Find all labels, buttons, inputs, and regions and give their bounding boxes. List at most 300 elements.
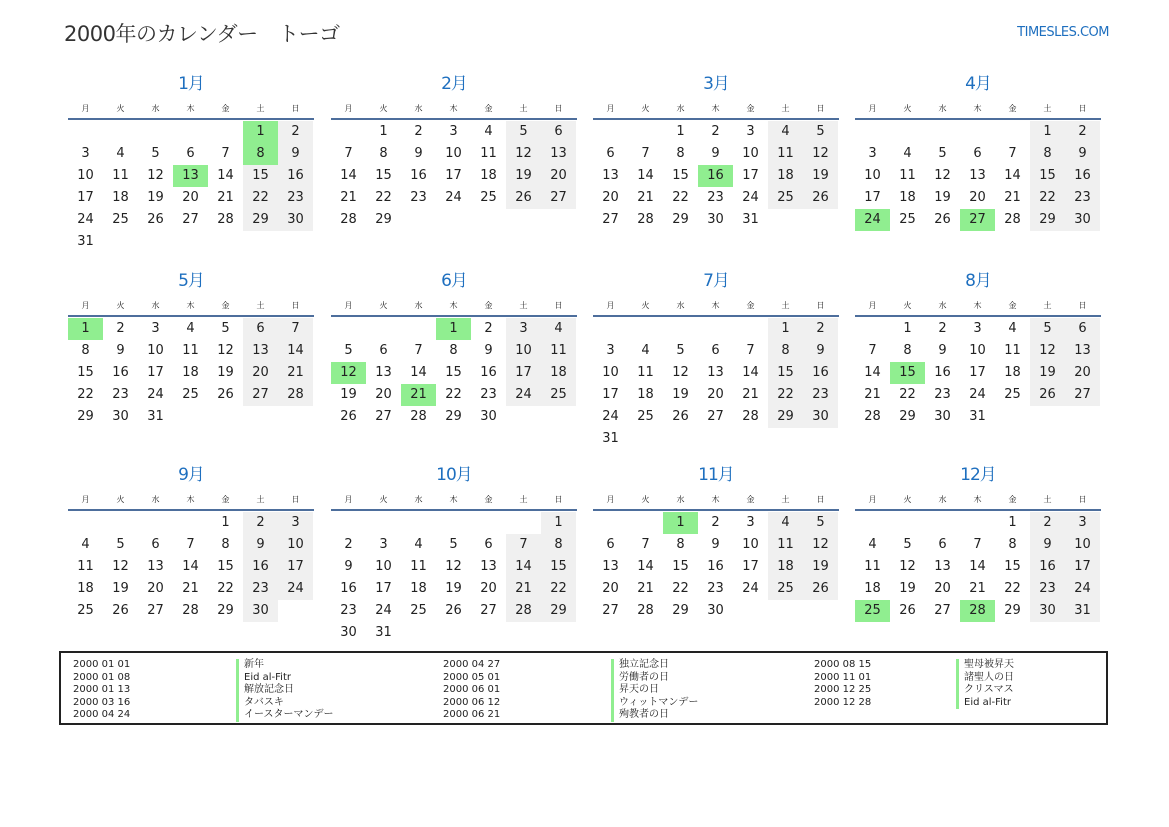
day-cell: 22 [899, 387, 916, 402]
month-name: 7月 [703, 271, 729, 291]
weekday-label: 日 [291, 104, 300, 113]
day-cell: 15 [445, 365, 462, 380]
day-cell: 26 [672, 409, 689, 424]
weekday-header [68, 99, 314, 120]
legend-holiday-label: クリスマス [956, 684, 1014, 697]
holiday-day-cell: 24 [855, 209, 890, 231]
day-cell: 23 [278, 187, 313, 209]
weekday-label: 月 [606, 104, 615, 113]
day-cell: 18 [410, 581, 427, 596]
weekday-label: 土 [1043, 104, 1052, 113]
day-cell: 23 [243, 578, 278, 600]
day-cell: 29 [77, 409, 94, 424]
day-empty [733, 318, 768, 340]
weekday-label: 木 [186, 301, 195, 310]
weekday-label: 水 [938, 495, 947, 504]
weekday-header [331, 490, 577, 511]
day-cell: 17 [742, 168, 759, 183]
legend-holiday-name [236, 709, 334, 722]
day-cell: 27 [1065, 384, 1100, 406]
weekday-label: 土 [781, 301, 790, 310]
day-empty [331, 512, 366, 534]
day-cell: 23 [1030, 578, 1065, 600]
day-cell: 25 [899, 212, 916, 227]
day-cell: 26 [217, 387, 234, 402]
holiday-legend [59, 651, 1108, 725]
day-cell: 25 [637, 409, 654, 424]
day-cell: 13 [243, 340, 278, 362]
day-cell: 4 [414, 537, 423, 552]
day-cell: 8 [449, 343, 458, 358]
day-cell: 24 [506, 384, 541, 406]
day-empty [331, 121, 366, 143]
weekday-label: 金 [221, 495, 230, 504]
day-cell: 3 [506, 318, 541, 340]
legend-date: 2000 04 24 [73, 709, 131, 720]
day-cell: 31 [77, 234, 94, 249]
weekday-label: 月 [606, 301, 615, 310]
day-cell: 15 [672, 168, 689, 183]
day-cell: 17 [278, 556, 313, 578]
day-cell: 20 [147, 581, 164, 596]
month-name: 6月 [441, 271, 467, 291]
day-cell: 14 [1004, 168, 1021, 183]
legend-holiday-label: 解放記念日 [236, 684, 294, 697]
day-cell: 27 [147, 603, 164, 618]
month-name: 12月 [960, 465, 996, 485]
day-cell: 11 [410, 559, 427, 574]
legend-holiday-label: 労働者の日 [611, 672, 669, 685]
day-cell: 2 [711, 124, 720, 139]
day-empty [698, 318, 733, 340]
day-cell: 30 [803, 406, 838, 428]
day-cell: 21 [864, 387, 881, 402]
day-cell: 21 [217, 190, 234, 205]
day-cell: 5 [221, 321, 230, 336]
day-cell: 19 [217, 365, 234, 380]
day-cell: 31 [969, 409, 986, 424]
day-cell: 22 [445, 387, 462, 402]
day-cell: 3 [746, 515, 755, 530]
weekday-label: 水 [414, 301, 423, 310]
day-cell: 19 [112, 581, 129, 596]
weekday-label: 木 [449, 104, 458, 113]
day-cell: 12 [1030, 340, 1065, 362]
day-cell: 5 [151, 146, 160, 161]
weekday-label: 水 [938, 104, 947, 113]
legend-holiday-name [611, 697, 698, 710]
day-cell: 28 [278, 384, 313, 406]
day-cell: 26 [445, 603, 462, 618]
legend-holiday-label: Eid al-Fitr [236, 672, 291, 685]
weekday-label: 金 [221, 104, 230, 113]
day-cell: 16 [934, 365, 951, 380]
day-empty [593, 121, 628, 143]
day-cell: 16 [243, 556, 278, 578]
day-cell: 28 [410, 409, 427, 424]
legend-date: 2000 08 15 [814, 659, 872, 670]
legend-date: 2000 01 01 [73, 659, 131, 670]
day-empty [401, 318, 436, 340]
weekday-label: 金 [746, 495, 755, 504]
day-cell: 29 [1004, 603, 1021, 618]
weekday-label: 火 [379, 104, 388, 113]
month-name: 4月 [965, 74, 991, 94]
day-cell: 2 [803, 318, 838, 340]
day-cell: 12 [672, 365, 689, 380]
day-cell: 29 [899, 409, 916, 424]
legend-holiday-name [956, 659, 1014, 672]
day-cell: 23 [1065, 187, 1100, 209]
day-cell: 23 [707, 581, 724, 596]
weekday-label: 日 [554, 301, 563, 310]
day-empty [855, 121, 890, 143]
day-grid [331, 512, 577, 644]
day-cell: 12 [445, 559, 462, 574]
day-cell: 22 [217, 581, 234, 596]
day-cell: 17 [445, 168, 462, 183]
month-8 [855, 270, 1101, 428]
day-grid [593, 512, 839, 622]
day-cell: 15 [1004, 559, 1021, 574]
day-cell: 5 [1030, 318, 1065, 340]
day-grid [68, 512, 314, 622]
day-cell: 28 [742, 409, 759, 424]
day-cell: 4 [116, 146, 125, 161]
legend-holiday-name [611, 709, 669, 722]
weekday-label: 木 [711, 104, 720, 113]
day-cell: 28 [1004, 212, 1021, 227]
day-cell: 6 [243, 318, 278, 340]
weekday-label: 土 [1043, 301, 1052, 310]
weekday-label: 土 [519, 301, 528, 310]
day-cell: 23 [707, 190, 724, 205]
weekday-label: 月 [868, 104, 877, 113]
weekday-label: 月 [344, 495, 353, 504]
legend-holiday-label: ウィットマンデー [611, 697, 698, 710]
legend-holiday-name [236, 684, 294, 697]
day-empty [855, 512, 890, 534]
day-cell: 27 [934, 603, 951, 618]
day-cell: 14 [340, 168, 357, 183]
day-cell: 1 [676, 124, 685, 139]
day-cell: 29 [541, 600, 576, 622]
day-cell: 10 [278, 534, 313, 556]
day-cell: 5 [938, 146, 947, 161]
day-cell: 10 [1065, 534, 1100, 556]
day-cell: 13 [969, 168, 986, 183]
day-cell: 19 [899, 581, 916, 596]
day-cell: 27 [480, 603, 497, 618]
day-cell: 23 [480, 387, 497, 402]
day-cell: 10 [445, 146, 462, 161]
day-cell: 23 [340, 603, 357, 618]
day-cell: 9 [414, 146, 423, 161]
month-name: 10月 [436, 465, 472, 485]
day-cell: 2 [116, 321, 125, 336]
day-cell: 4 [641, 343, 650, 358]
day-cell: 13 [602, 168, 619, 183]
month-5 [68, 270, 314, 428]
day-cell: 23 [410, 190, 427, 205]
day-cell: 6 [379, 343, 388, 358]
day-cell: 18 [768, 556, 803, 578]
day-cell: 18 [112, 190, 129, 205]
legend-date: 2000 06 01 [443, 684, 501, 695]
day-cell: 7 [746, 343, 755, 358]
legend-holiday-label: 殉教者の日 [611, 709, 669, 722]
day-cell: 11 [480, 146, 497, 161]
holiday-day-cell: 21 [401, 384, 436, 406]
weekday-label: 金 [484, 495, 493, 504]
legend-holiday-name [611, 659, 669, 672]
day-cell: 8 [221, 537, 230, 552]
day-grid [855, 121, 1101, 231]
weekday-label: 土 [256, 495, 265, 504]
day-cell: 3 [151, 321, 160, 336]
day-cell: 10 [742, 146, 759, 161]
weekday-label: 水 [414, 495, 423, 504]
day-cell: 6 [541, 121, 576, 143]
day-cell: 17 [506, 362, 541, 384]
day-cell: 7 [641, 537, 650, 552]
day-cell: 18 [1004, 365, 1021, 380]
day-cell: 14 [864, 365, 881, 380]
day-cell: 14 [637, 559, 654, 574]
day-cell: 28 [864, 409, 881, 424]
weekday-label: 日 [816, 301, 825, 310]
weekday-header [593, 296, 839, 317]
page-title: 2000年のカレンダー トーゴ [64, 22, 340, 46]
weekday-label: 日 [816, 104, 825, 113]
weekday-label: 金 [484, 104, 493, 113]
day-empty [138, 512, 173, 534]
day-empty [925, 512, 960, 534]
day-cell: 29 [375, 212, 392, 227]
day-cell: 18 [864, 581, 881, 596]
day-cell: 21 [637, 190, 654, 205]
day-cell: 30 [707, 603, 724, 618]
site-name[interactable]: TIMESLES.COM [1017, 25, 1109, 40]
day-cell: 12 [217, 343, 234, 358]
day-cell: 10 [742, 537, 759, 552]
day-cell: 3 [278, 512, 313, 534]
day-cell: 26 [803, 578, 838, 600]
day-cell: 8 [541, 534, 576, 556]
weekday-label: 水 [938, 301, 947, 310]
day-empty [890, 512, 925, 534]
day-cell: 24 [742, 581, 759, 596]
day-cell: 6 [606, 537, 615, 552]
holiday-day-cell: 1 [243, 121, 278, 143]
day-cell: 18 [182, 365, 199, 380]
legend-holiday-name [611, 684, 659, 697]
weekday-label: 日 [1078, 301, 1087, 310]
day-cell: 7 [641, 146, 650, 161]
day-cell: 27 [375, 409, 392, 424]
weekday-label: 月 [868, 301, 877, 310]
day-cell: 15 [217, 559, 234, 574]
day-cell: 6 [606, 146, 615, 161]
day-cell: 4 [541, 318, 576, 340]
day-cell: 4 [903, 146, 912, 161]
day-cell: 1 [1030, 121, 1065, 143]
weekday-label: 金 [1008, 495, 1017, 504]
day-cell: 12 [112, 559, 129, 574]
day-cell: 2 [414, 124, 423, 139]
day-cell: 8 [676, 537, 685, 552]
day-grid [593, 318, 839, 450]
day-cell: 10 [969, 343, 986, 358]
day-empty [855, 318, 890, 340]
day-empty [593, 318, 628, 340]
holiday-day-cell: 1 [68, 318, 103, 340]
weekday-header [855, 296, 1101, 317]
weekday-label: 木 [973, 104, 982, 113]
day-cell: 15 [375, 168, 392, 183]
month-name: 2月 [441, 74, 467, 94]
month-name: 5月 [178, 271, 204, 291]
day-cell: 5 [903, 537, 912, 552]
day-cell: 4 [1008, 321, 1017, 336]
day-cell: 24 [147, 387, 164, 402]
day-cell: 18 [541, 362, 576, 384]
day-cell: 6 [938, 537, 947, 552]
day-cell: 22 [672, 581, 689, 596]
weekday-label: 金 [221, 301, 230, 310]
legend-date: 2000 03 16 [73, 696, 131, 708]
day-cell: 21 [637, 581, 654, 596]
weekday-label: 水 [676, 104, 685, 113]
day-cell: 3 [973, 321, 982, 336]
day-cell: 3 [1065, 512, 1100, 534]
month-1 [68, 73, 314, 253]
weekday-label: 木 [449, 495, 458, 504]
legend-holiday-label: 新年 [236, 659, 264, 672]
legend-holiday-name [956, 697, 1011, 710]
legend-date: 2000 12 25 [814, 684, 872, 695]
day-cell: 16 [803, 362, 838, 384]
weekday-label: 木 [973, 495, 982, 504]
day-cell: 30 [112, 409, 129, 424]
day-cell: 17 [77, 190, 94, 205]
day-cell: 18 [637, 387, 654, 402]
day-cell: 12 [803, 143, 838, 165]
weekday-label: 月 [344, 104, 353, 113]
day-cell: 17 [742, 559, 759, 574]
day-cell: 22 [375, 190, 392, 205]
weekday-label: 土 [781, 104, 790, 113]
weekday-label: 火 [641, 104, 650, 113]
day-cell: 27 [541, 187, 576, 209]
day-cell: 22 [1030, 187, 1065, 209]
day-cell: 24 [278, 578, 313, 600]
day-cell: 29 [768, 406, 803, 428]
weekday-label: 月 [81, 104, 90, 113]
day-cell: 26 [147, 212, 164, 227]
day-cell: 8 [903, 343, 912, 358]
weekday-label: 水 [151, 301, 160, 310]
day-empty [366, 318, 401, 340]
weekday-header [593, 490, 839, 511]
day-cell: 27 [602, 212, 619, 227]
day-cell: 23 [803, 384, 838, 406]
day-cell: 17 [602, 387, 619, 402]
day-empty [628, 512, 663, 534]
weekday-label: 木 [711, 301, 720, 310]
day-cell: 20 [602, 190, 619, 205]
legend-holiday-name [236, 697, 284, 710]
day-cell: 5 [449, 537, 458, 552]
day-cell: 2 [484, 321, 493, 336]
day-cell: 9 [344, 559, 353, 574]
day-cell: 25 [77, 603, 94, 618]
weekday-label: 金 [746, 301, 755, 310]
legend-date: 2000 11 01 [814, 671, 872, 683]
weekday-header [331, 99, 577, 120]
day-cell: 13 [375, 365, 392, 380]
day-cell: 31 [1065, 600, 1100, 622]
weekday-label: 水 [676, 495, 685, 504]
day-cell: 9 [938, 343, 947, 358]
weekday-label: 月 [606, 495, 615, 504]
day-cell: 29 [672, 603, 689, 618]
weekday-header [855, 99, 1101, 120]
day-cell: 30 [340, 625, 357, 640]
day-cell: 7 [344, 146, 353, 161]
day-cell: 20 [969, 190, 986, 205]
day-cell: 15 [672, 559, 689, 574]
weekday-label: 火 [379, 495, 388, 504]
day-cell: 10 [147, 343, 164, 358]
legend-holiday-name [611, 672, 669, 685]
month-4 [855, 73, 1101, 231]
day-cell: 18 [77, 581, 94, 596]
day-cell: 17 [969, 365, 986, 380]
weekday-label: 水 [151, 104, 160, 113]
day-cell: 29 [445, 409, 462, 424]
day-grid [331, 121, 577, 231]
day-cell: 28 [637, 212, 654, 227]
weekday-header [331, 296, 577, 317]
weekday-label: 土 [519, 104, 528, 113]
day-cell: 7 [1008, 146, 1017, 161]
day-cell: 8 [1008, 537, 1017, 552]
day-cell: 9 [116, 343, 125, 358]
day-cell: 21 [278, 362, 313, 384]
day-cell: 23 [934, 387, 951, 402]
day-cell: 11 [768, 143, 803, 165]
day-empty [103, 512, 138, 534]
day-cell: 14 [217, 168, 234, 183]
weekday-label: 月 [868, 495, 877, 504]
day-cell: 13 [707, 365, 724, 380]
day-cell: 16 [410, 168, 427, 183]
weekday-label: 水 [151, 495, 160, 504]
legend-holiday-label: 聖母被昇天 [956, 659, 1014, 672]
day-cell: 26 [506, 187, 541, 209]
month-name: 9月 [178, 465, 204, 485]
weekday-label: 火 [903, 104, 912, 113]
day-cell: 21 [506, 578, 541, 600]
day-cell: 11 [1004, 343, 1021, 358]
day-grid [68, 318, 314, 428]
day-cell: 25 [1004, 387, 1021, 402]
legend-date: 2000 06 21 [443, 709, 501, 720]
weekday-label: 火 [379, 301, 388, 310]
day-cell: 17 [864, 190, 881, 205]
month-name: 11月 [698, 465, 734, 485]
